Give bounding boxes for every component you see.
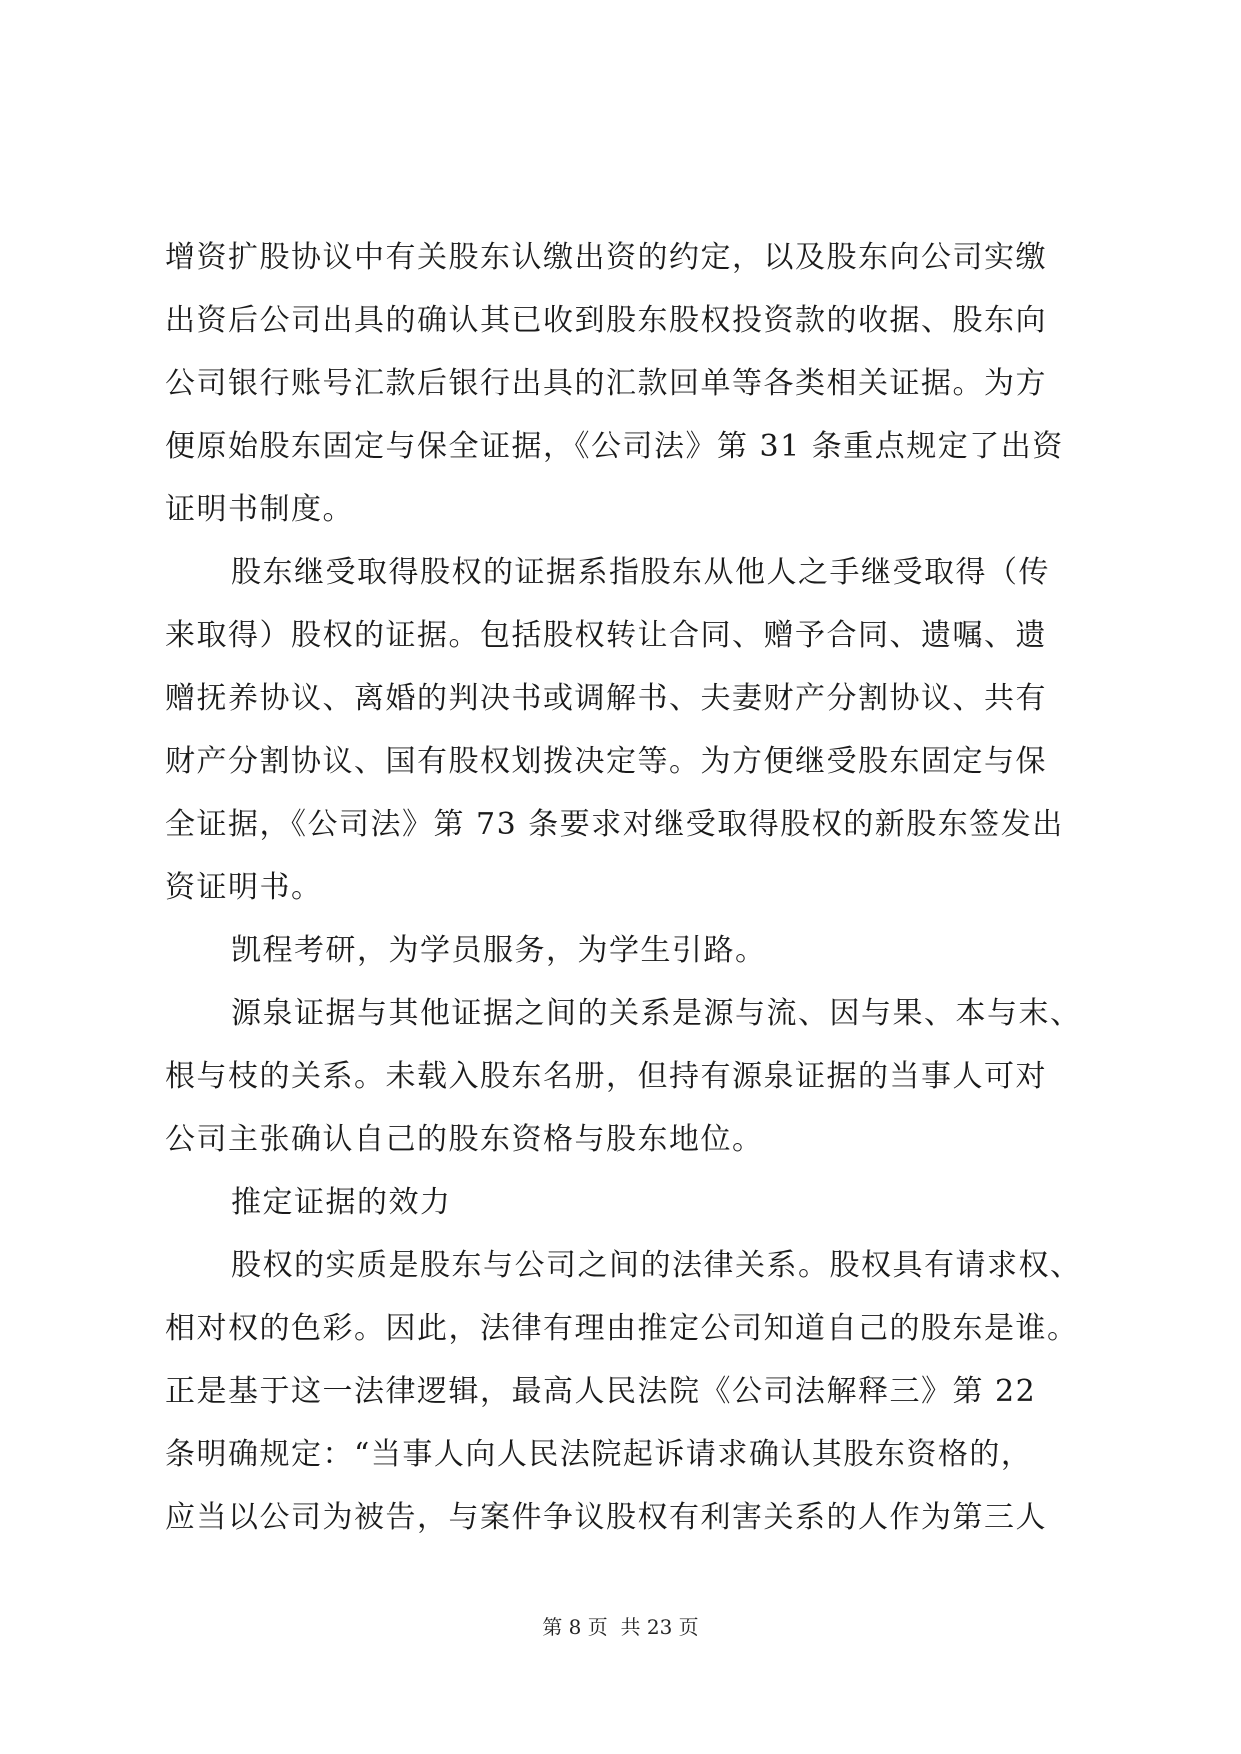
text-line: 应当以公司为被告，与案件争议股权有利害关系的人作为第三人	[165, 1500, 1047, 1535]
text-line: 公司主张确认自己的股东资格与股东地位。	[165, 1122, 764, 1157]
text-line: 证明书制度。	[165, 492, 354, 527]
page-number-label: 第 8 页 共 23 页	[542, 1615, 699, 1639]
paragraph-start-line: 源泉证据与其他证据之间的关系是源与流、因与果、本与末、	[231, 996, 1082, 1031]
text-line: 根与枝的关系。未载入股东名册，但持有源泉证据的当事人可对	[165, 1059, 1047, 1094]
paragraph-start-line: 凯程考研，为学员服务，为学生引路。	[231, 933, 767, 968]
text-line: 资证明书。	[165, 870, 323, 905]
paragraph-start-line: 股权的实质是股东与公司之间的法律关系。股权具有请求权、	[231, 1248, 1082, 1283]
text-line: 公司银行账号汇款后银行出具的汇款回单等各类相关证据。为方	[165, 366, 1047, 401]
text-line: 出资后公司出具的确认其已收到股东股权投资款的收据、股东向	[165, 303, 1047, 338]
text-line: 条明确规定：“当事人向人民法院起诉请求确认其股东资格的，	[165, 1437, 1033, 1472]
text-line: 全证据，《公司法》第 73 条要求对继受取得股权的新股东签发出	[165, 807, 1064, 842]
text-line: 正是基于这一法律逻辑，最高人民法院《公司法解释三》第 22	[165, 1374, 1037, 1409]
text-line: 增资扩股协议中有关股东认缴出资的约定，以及股东向公司实缴	[165, 240, 1047, 275]
page-footer	[0, 1613, 1241, 1641]
text-line: 财产分割协议、国有股权划拨决定等。为方便继受股东固定与保	[165, 744, 1047, 779]
paragraph-start-line: 股东继受取得股权的证据系指股东从他人之手继受取得（传	[231, 555, 1050, 590]
text-line: 赠抚养协议、离婚的判决书或调解书、夫妻财产分割协议、共有	[165, 681, 1047, 716]
section-heading: 推定证据的效力	[231, 1185, 452, 1220]
document-body	[165, 226, 1085, 1549]
text-line: 来取得）股权的证据。包括股权转让合同、赠予合同、遗嘱、遗	[165, 618, 1047, 653]
text-line: 便原始股东固定与保全证据，《公司法》第 31 条重点规定了出资	[165, 429, 1064, 464]
text-line: 相对权的色彩。因此，法律有理由推定公司知道自己的股东是谁。	[165, 1311, 1079, 1346]
